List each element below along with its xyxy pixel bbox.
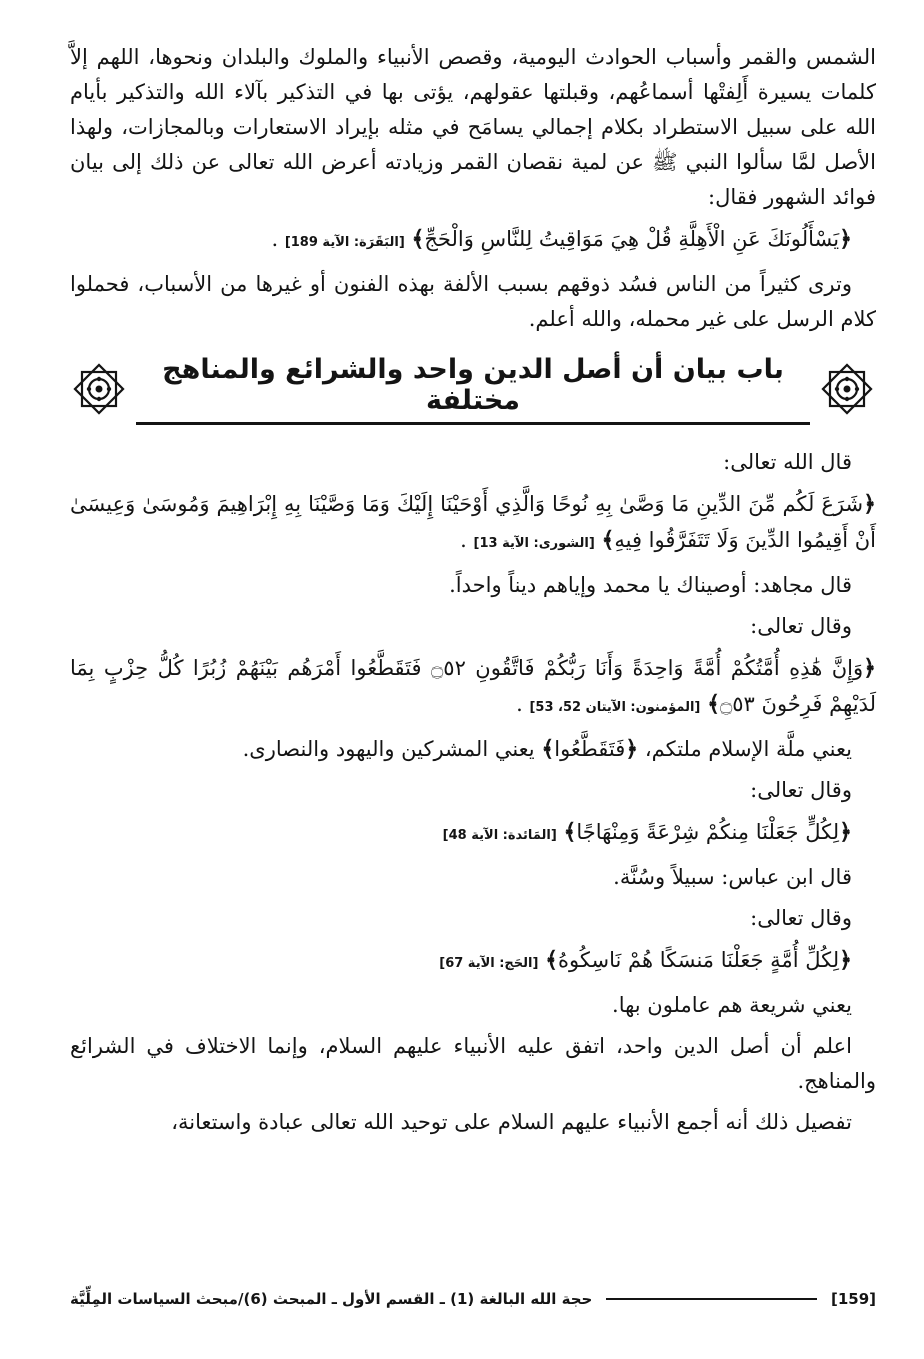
verse-shura-13: ﴿شَرَعَ لَكُم مِّنَ الدِّينِ مَا وَصَّىٰ بِهِ نُوحًا وَالَّذِي أَوْحَيْنَا إِلَيْكَ وَمَا وَصَّيْنَا بِهِ إِبْرَاهِيمَ وَمُوسَىٰ وَعِيسَىٰ أَنْ أَقِيمُوا الدِّينَ وَلَا تَتَفَرَّقُوا فِيهِ﴾ [الشورى: الآية 13] . xyxy=(70,491,876,553)
quran-bracket-open: ﴿ xyxy=(625,736,639,762)
star-ornament-icon xyxy=(818,360,876,418)
chapter-title: باب بيان أن أصل الدين واحد والشرائع والمناهج مختلفة xyxy=(136,354,810,425)
ibn-abbas-quote: قال ابن عباس: سبيلاً وسُنَّة. xyxy=(613,865,852,889)
quran-bracket-close: ﴾ xyxy=(541,736,555,762)
verse-text: وَإِنَّ هَٰذِهِ أُمَّتُكُمْ أُمَّةً وَاحِدَةً وَأَنَا رَبُّكُمْ فَاتَّقُونِ ۝٥٢ فَتَقَطَّعُوا أَمْرَهُم بَيْنَهُمْ زُبُرًا كُلُّ حِزْبٍ بِمَا لَدَيْهِمْ فَرِحُونَ ۝٥٣ xyxy=(70,656,876,716)
intro-line: وقال تعالى: xyxy=(750,906,852,930)
paragraph-tafsil: تفصيل ذلك أنه أجمع الأنبياء عليهم السلام على توحيد الله تعالى عبادة واستعانة، xyxy=(171,1110,852,1134)
running-title: حجة الله البالغة (1) ـ القسم الأول ـ المبحث (6)/مبحث السياسات المِلِّيَّة xyxy=(70,1290,593,1308)
verse-text: شَرَعَ لَكُم مِّنَ الدِّينِ مَا وَصَّىٰ بِهِ نُوحًا وَالَّذِي أَوْحَيْنَا إِلَيْكَ وَمَا وَصَّيْنَا بِهِ إِبْرَاهِيمَ وَمُوسَىٰ وَعِيسَىٰ أَنْ أَقِيمُوا الدِّينَ وَلَا تَتَفَرَّقُوا فِيهِ xyxy=(70,492,876,552)
quran-bracket-open: ﴿ xyxy=(839,947,852,973)
intro-line: وقال تعالى: xyxy=(750,614,852,638)
verse-text: لِكُلِّ أُمَّةٍ جَعَلْنَا مَنسَكًا هُمْ نَاسِكُوهُ xyxy=(558,948,840,972)
quran-bracket-close: ﴾ xyxy=(563,819,577,845)
explanation-before: يعني ملَّة الإسلام ملتكم، xyxy=(644,737,852,761)
quran-term: فَتَقَطَّعُوا xyxy=(554,737,626,761)
quran-bracket-close: ﴾ xyxy=(707,691,720,717)
verse-text: يَسْأَلُونَكَ عَنِ الْأَهِلَّةِ قُلْ هِيَ مَوَاقِيتُ لِلنَّاسِ وَالْحَجِّ xyxy=(424,227,840,251)
page-number: [159] xyxy=(830,1290,876,1308)
page-footer xyxy=(70,1290,876,1308)
verse-reference: [المَائدة: الآية 48] xyxy=(442,828,557,843)
verse-hajj-67 xyxy=(70,942,876,982)
verse-reference: [البَقَرَة: الآية 189] xyxy=(284,235,405,250)
footer-rule xyxy=(606,1298,817,1300)
paragraph-opening: الشمس والقمر وأسباب الحوادث اليومية، وقصص الأنبياء والملوك والبلدان ونحوها، اللهم إلاَّ كلمات يسيرة أَلِفتْها أسماعُهم، وقبلتها عقولهم، يؤتى بها في التذكير بآلاء الله والتذكير بأيام الله على سبيل الاستطراد بكلام إجمالي يسامَح في مثله بإيراد الاستعارات وبالمجازات، ولهذا الأصل لمَّا سألوا النبي ﷺ عن لمية نقصان القمر وزيادته أعرض الله تعالى عن ذلك إلى بيان فوائد الشهور فقال: xyxy=(70,45,876,209)
star-ornament-icon xyxy=(70,360,128,418)
verse-reference: [المؤمنون: الآيتان 52، 53] xyxy=(529,700,701,715)
verse-reference: [الشورى: الآية 13] xyxy=(473,536,595,551)
explanation-after: يعني المشركين واليهود والنصارى. xyxy=(242,737,535,761)
quran-bracket-close: ﴾ xyxy=(545,947,559,973)
verse-maidah-48 xyxy=(70,814,876,854)
chapter-heading xyxy=(70,353,876,417)
verse-baqarah-189: ﴿يَسْأَلُونَكَ عَنِ الْأَهِلَّةِ قُلْ هِيَ مَوَاقِيتُ لِلنَّاسِ وَالْحَجِّ﴾ [البَقَرَة: الآية 189] . xyxy=(271,226,852,252)
verse-text: لِكُلٍّ جَعَلْنَا مِنكُمْ شِرْعَةً وَمِنْهَاجًا xyxy=(576,820,840,844)
page-body xyxy=(70,40,876,1140)
quran-bracket-open: ﴿ xyxy=(863,655,876,681)
verse-muminun-52-53: ﴿وَإِنَّ هَٰذِهِ أُمَّتُكُمْ أُمَّةً وَاحِدَةً وَأَنَا رَبُّكُمْ فَاتَّقُونِ ۝٥٢ فَتَقَطَّعُوا أَمْرَهُم بَيْنَهُمْ زُبُرًا كُلُّ حِزْبٍ بِمَا لَدَيْهِمْ فَرِحُونَ ۝٥٣﴾ [المؤمنون: الآيتان 52، 53] . xyxy=(70,655,876,717)
paragraph-asl-din: اعلم أن أصل الدين واحد، اتفق عليه الأنبياء عليهم السلام، وإنما الاختلاف في الشرائع والمناهج. xyxy=(70,1034,876,1093)
intro-line: وقال تعالى: xyxy=(750,778,852,802)
quran-bracket-open: ﴿ xyxy=(839,226,852,252)
paragraph-after-verse: وترى كثيراً من الناس فسُد ذوقهم بسبب الألفة بهذه الفنون أو غيرها من الأسباب، فحملوا كلام الرسل على غير محمله، والله أعلم. xyxy=(70,272,876,331)
quran-bracket-open: ﴿ xyxy=(863,491,876,517)
quran-bracket-close: ﴾ xyxy=(411,226,425,252)
intro-line: قال الله تعالى: xyxy=(723,450,852,474)
quran-bracket-close: ﴾ xyxy=(601,527,615,553)
mujahid-quote: قال مجاهد: أوصيناك يا محمد وإياهم ديناً واحداً. xyxy=(449,573,852,597)
explanation-line xyxy=(70,732,876,767)
verse-reference: [الحَج: الآية 67] xyxy=(439,956,539,971)
explanation-line: يعني شريعة هم عاملون بها. xyxy=(612,993,852,1017)
quran-bracket-open: ﴿ xyxy=(839,819,852,845)
